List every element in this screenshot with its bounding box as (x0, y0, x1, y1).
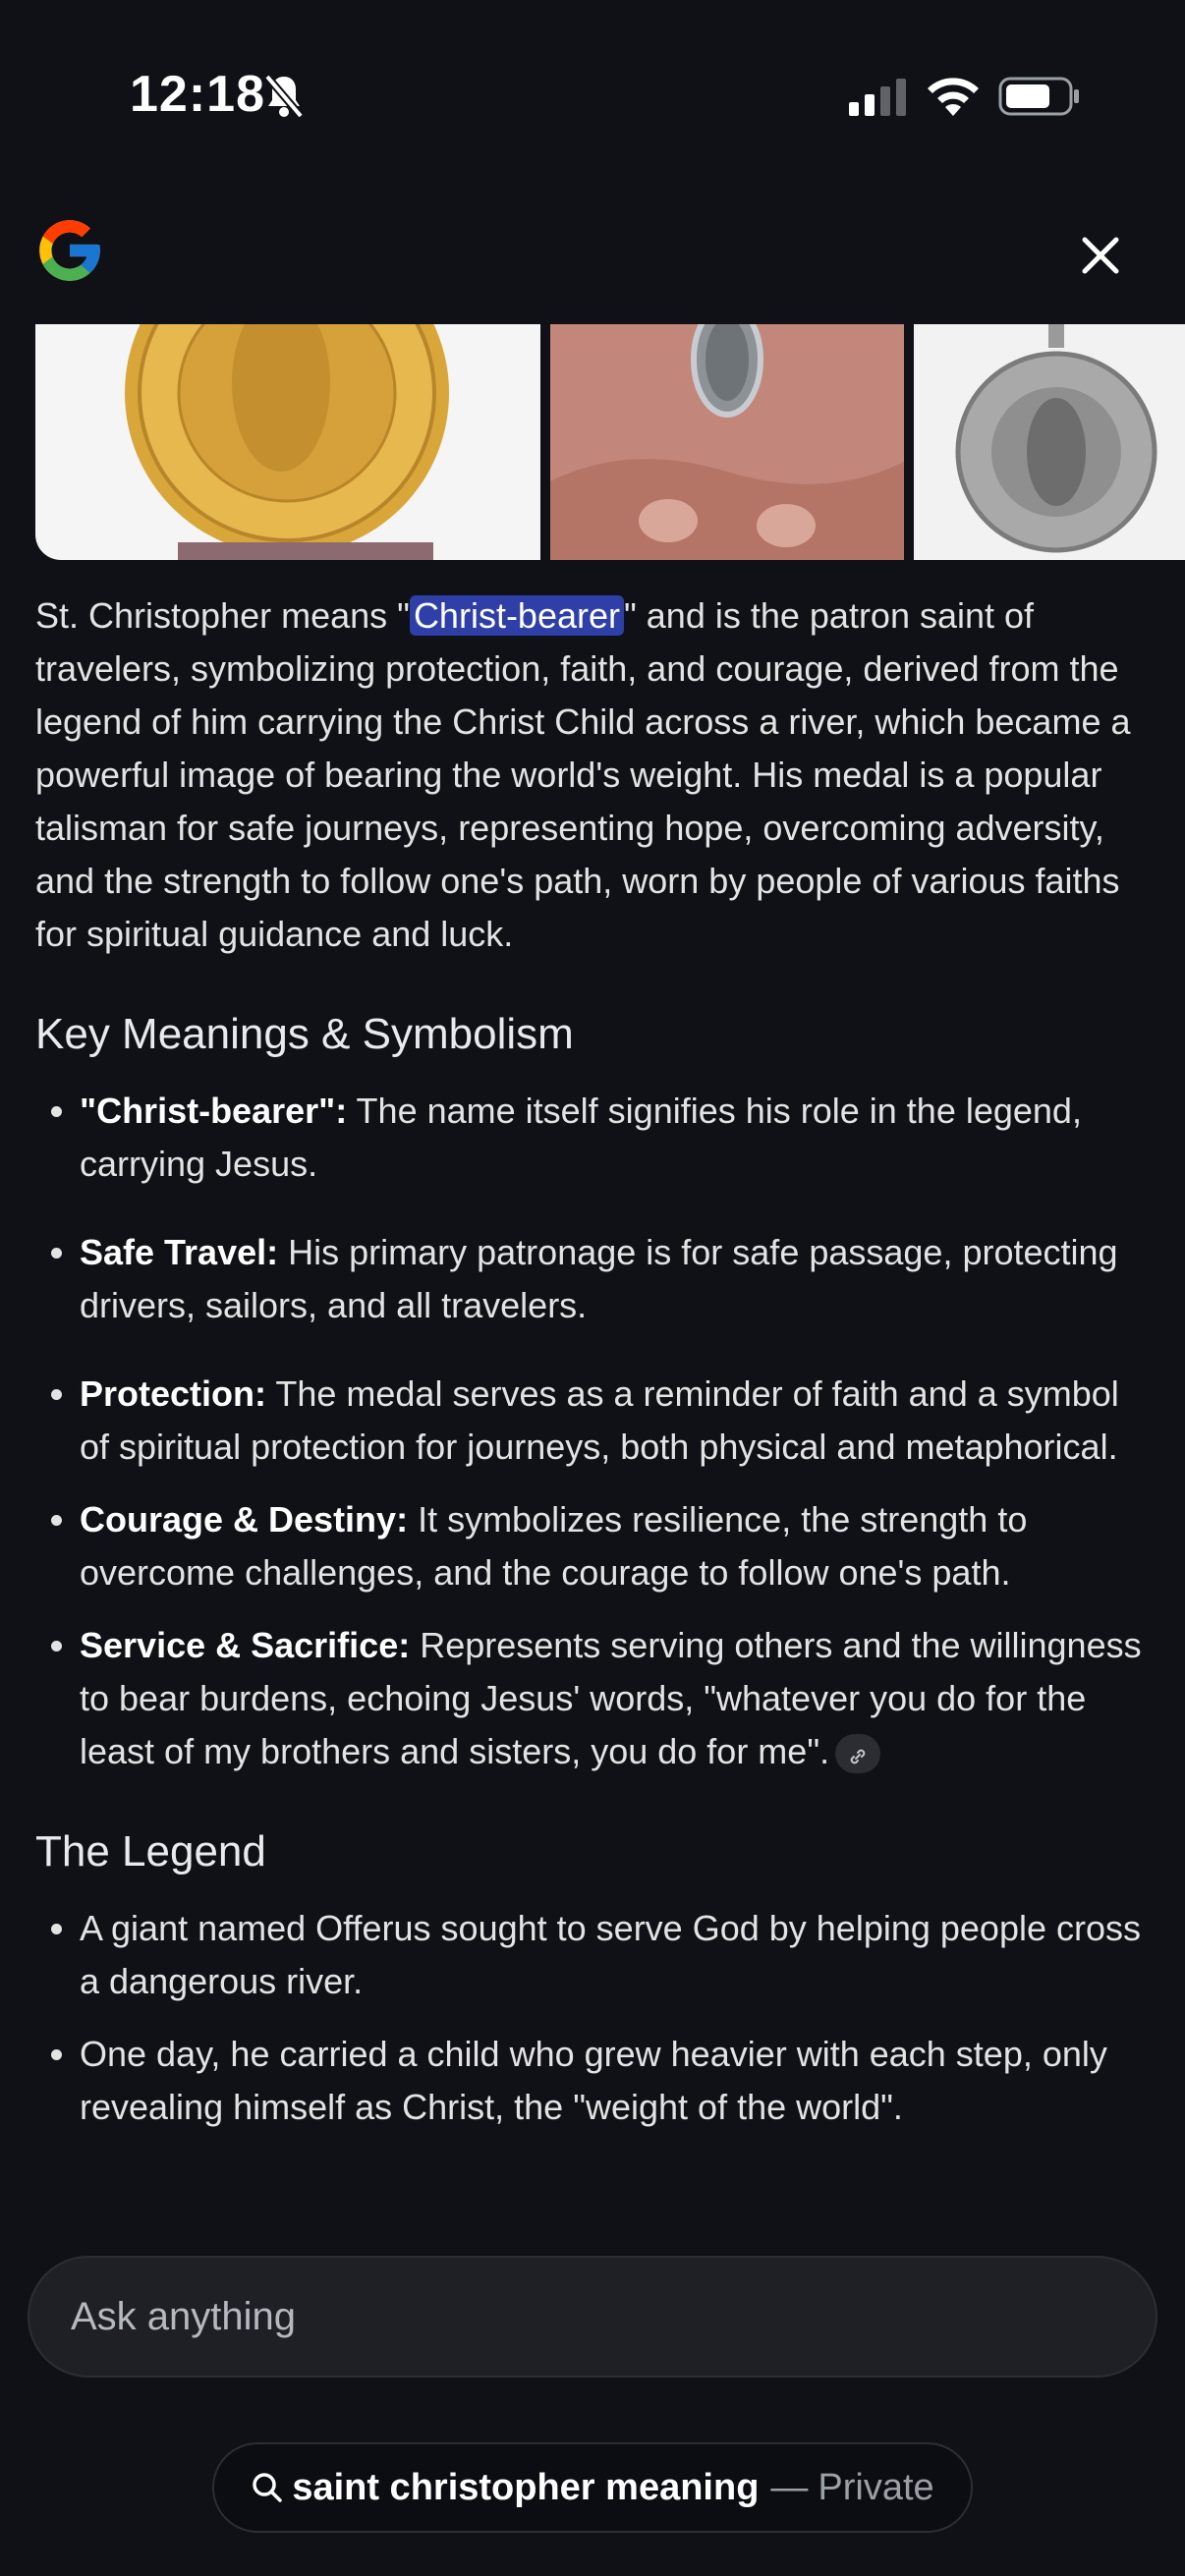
list-item-text: The name itself signifies his role in the legend, carrying Jesus. (80, 1091, 1082, 1184)
list-item-term: Courage & Destiny: (80, 1499, 409, 1540)
image-silver-medal[interactable] (914, 324, 1185, 560)
google-logo-icon[interactable] (33, 214, 106, 287)
legend-list (35, 1902, 1150, 2134)
list-item-term: Protection: (80, 1373, 267, 1414)
highlighted-term: Christ-bearer (410, 595, 624, 636)
list-item-text: It symbolizes resilience, the strength to overcome challenges, and the courage to follow one's path. (80, 1499, 1028, 1593)
section-title-meanings: Key Meanings & Symbolism (35, 1010, 574, 1058)
battery-icon (998, 77, 1081, 116)
list-item-text: Represents serving others and the willingness to bear burdens, echoing Jesus' words, "whatever you do for the least of my brothers and sisters, you do for me". (80, 1625, 1142, 1771)
search-query-pill[interactable] (212, 2442, 973, 2533)
list-item (80, 1368, 1150, 1474)
list-item-text: His primary patronage is for safe passage, protecting drivers, sailors, and all travelers. (80, 1232, 1118, 1325)
privacy-mode-label: Private (818, 2466, 934, 2508)
ask-placeholder: Ask anything (71, 2295, 297, 2338)
bell-muted-icon (263, 73, 305, 120)
search-icon (251, 2471, 284, 2504)
list-item (80, 1085, 1150, 1191)
intro-paragraph (35, 589, 1150, 961)
list-item-term: Service & Sacrifice: (80, 1625, 411, 1665)
cellular-signal-icon (849, 79, 906, 116)
status-bar (0, 0, 1185, 187)
list-item-term: Safe Travel: (80, 1232, 279, 1272)
list-item: • One day, he carried a child who grew heavier with each step, only revealing himself as Christ, the "weight of the world". (80, 2028, 1150, 2134)
intro-text-rest: " and is the patron saint of travelers, symbolizing protection, faith, and courage, derived from the legend of him carrying the Christ Child across a river, which became a powerful image of bearing the world's weight. His medal is a popular talisman for safe journeys, representing hope, overcoming adversity, and the strength to follow one's path, worn by people of various faiths for spiritual guidance and luck. (35, 595, 1131, 954)
image-hand-medal[interactable] (550, 324, 904, 560)
meanings-list (35, 1085, 1150, 1778)
ask-input[interactable] (28, 2256, 1157, 2378)
list-item (80, 1619, 1150, 1778)
close-icon[interactable] (1071, 226, 1130, 285)
status-time: 12:18 (130, 66, 265, 123)
list-item (80, 1493, 1150, 1599)
ai-answer-content (35, 589, 1150, 2154)
image-gold-medal[interactable] (35, 324, 540, 560)
list-item-term: "Christ-bearer": (80, 1091, 348, 1131)
intro-text-start: St. Christopher means " (35, 595, 410, 636)
list-item: • A giant named Offerus sought to serve God by helping people cross a dangerous river. (80, 1902, 1150, 2008)
image-carousel[interactable] (35, 324, 1185, 560)
list-item-text: The medal serves as a reminder of faith and a symbol of spiritual protection for journeys, both physical and metaphorical. (80, 1373, 1119, 1467)
query-separator: — (770, 2466, 809, 2508)
source-link-icon[interactable] (835, 1734, 880, 1773)
top-bar (0, 196, 1185, 305)
wifi-icon (926, 75, 981, 116)
query-text: saint christopher meaning (292, 2466, 760, 2508)
section-title-legend: The Legend (35, 1827, 266, 1876)
list-item (80, 1226, 1150, 1332)
